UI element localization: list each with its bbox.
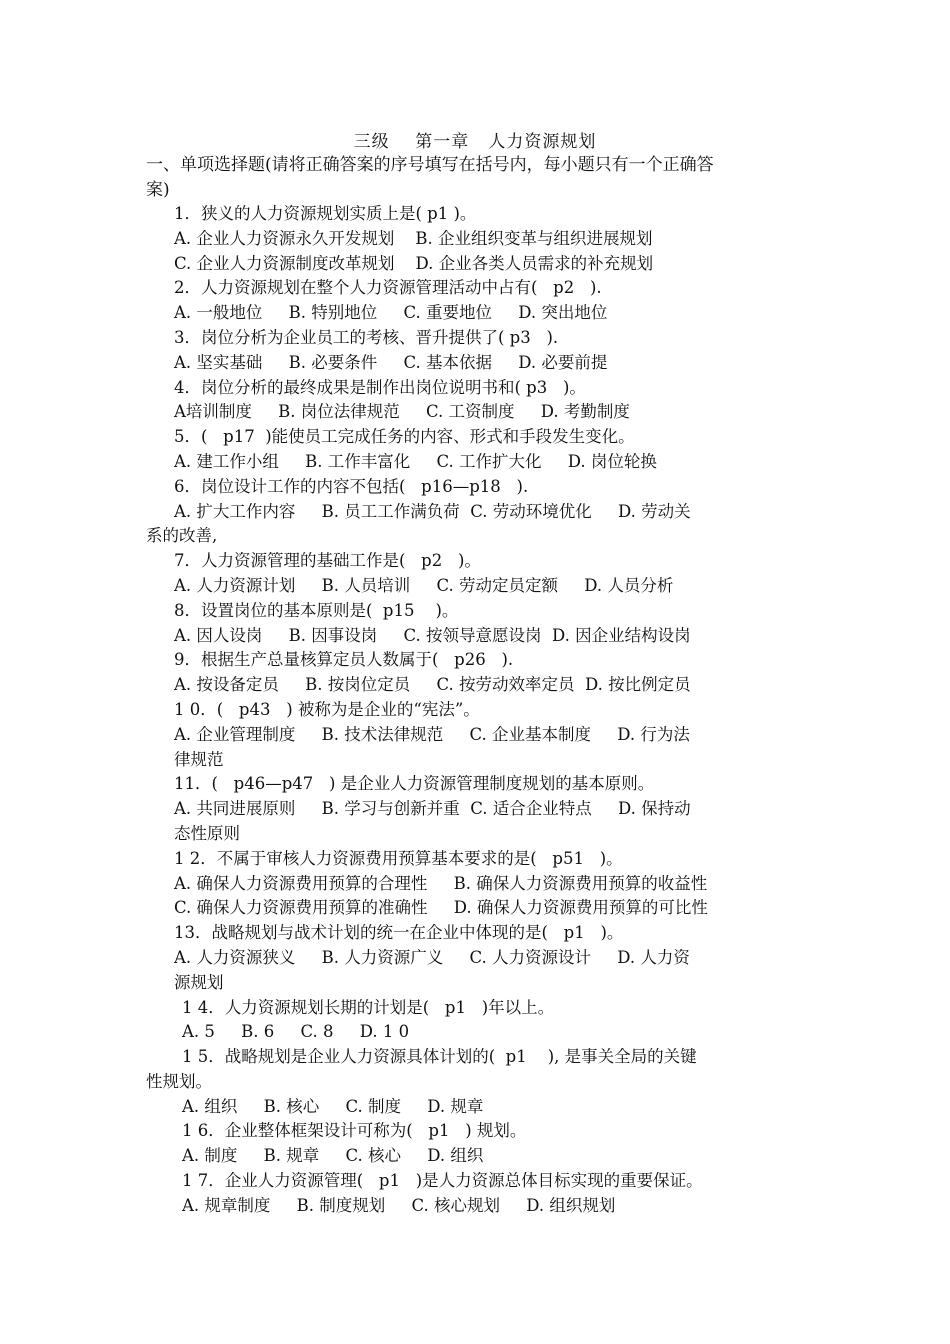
section-heading-line: 一、单项选择题(请将正确答案的序号填写在括号内，每小题只有一个正确答 (146, 155, 714, 175)
answer-options: C. 确保人力资源费用预算的准确性 D. 确保人力资源费用预算的可比性 (174, 898, 708, 918)
page-title: 三级 第一章 人力资源规划 (353, 132, 597, 152)
answer-options: C. 企业人力资源制度改革规划 D. 企业各类人员需求的补充规划 (174, 253, 654, 273)
text-line: 1 5．战略规划是企业人力资源具体计划的( p1 ), 是事关全局的关键 (182, 1047, 697, 1067)
answer-options: A. 坚实基础 B. 必要条件 C. 基本依据 D. 必要前提 (174, 352, 608, 372)
answer-options: A. 建工作小组 B. 工作丰富化 C. 工作扩大化 D. 岗位轮换 (174, 451, 657, 471)
question-stem: 4．岗位分析的最终成果是制作出岗位说明书和( p3 )。 (174, 377, 586, 397)
answer-options: A. 因人设岗 B. 因事设岗 C. 按领导意愿设岗 D. 因企业结构设岗 (174, 625, 691, 645)
question-stem: 1 2．不属于审核人力资源费用预算基本要求的是( p51 )。 (174, 848, 623, 868)
answer-options: A. 企业管理制度 B. 技术法律规范 C. 企业基本制度 D. 行为法 (174, 724, 690, 744)
continuation-line: 系的改善, (146, 526, 218, 546)
section-heading (146, 153, 810, 203)
question-list (146, 202, 810, 1219)
continuation-line: 源规划 (174, 972, 224, 992)
text-line: A. 规章制度 B. 制度规划 C. 核心规划 D. 组织规划 (182, 1195, 616, 1215)
question-stem: 1．狭义的人力资源规划实质上是( p1 )。 (174, 204, 477, 223)
continuation-line: 态性原则 (174, 823, 240, 843)
text-line: A. 5 B. 6 C. 8 D. 1 0 (182, 1022, 410, 1042)
text-line: 1 4．人力资源规划长期的计划是( p1 )年以上。 (182, 997, 555, 1017)
text-line: 1 6．企业整体框架设计可称为( p1 ) 规划。 (182, 1121, 527, 1141)
answer-options: A. 人力资源狭义 B. 人力资源广义 C. 人力资源设计 D. 人力资 (174, 947, 690, 967)
section-heading-line: 案) (146, 179, 170, 200)
question-stem: 1 0．( p43 ) 被称为是企业的“宪法”。 (174, 699, 480, 719)
continuation-line: 性规划。 (146, 1071, 212, 1091)
answer-options: A培训制度 B. 岗位法律规范 C. 工资制度 D. 考勤制度 (174, 402, 630, 422)
question-stem: 2．人力资源规划在整个人力资源管理活动中占有( p2 ). (174, 278, 602, 298)
continuation-line: 律规范 (174, 749, 224, 769)
question-stem: 7．人力资源管理的基础工作是( p2 )。 (174, 551, 481, 571)
text-line: A. 制度 B. 规章 C. 核心 D. 组织 (182, 1146, 484, 1166)
question-stem: 5．( p17 )能使员工完成任务的内容、形式和手段发生变化。 (174, 427, 635, 447)
answer-options: A. 按设备定员 B. 按岗位定员 C. 按劳动效率定员 D. 按比例定员 (174, 675, 691, 695)
text-line: 1 7．企业人力资源管理( p1 )是人力资源总体目标实现的重要保证。 (182, 1171, 703, 1191)
answer-options: A. 共同进展原则 B. 学习与创新并重 C. 适合企业特点 D. 保持动 (174, 799, 691, 819)
answer-options: A. 企业人力资源永久开发规划 B. 企业组织变革与组织进展规划 (174, 228, 653, 248)
question-stem: 13．战略规划与战术计划的统一在企业中体现的是( p1 )。 (174, 923, 624, 943)
question-stem: 11．( p46—p47 ) 是企业人力资源管理制度规划的基本原则。 (174, 774, 655, 794)
answer-options: A. 确保人力资源费用预算的合理性 B. 确保人力资源费用预算的收益性 (174, 873, 708, 893)
answer-options: A. 人力资源计划 B. 人员培训 C. 劳动定员定额 D. 人员分析 (174, 575, 674, 595)
question-stem: 3．岗位分析为企业员工的考核、晋升提供了( p3 ). (174, 327, 559, 347)
answer-options: A. 一般地位 B. 特别地位 C. 重要地位 D. 突出地位 (174, 303, 608, 323)
question-stem: 9．根据生产总量核算定员人数属于( p26 ). (174, 650, 514, 670)
answer-options: A. 扩大工作内容 B. 员工工作满负荷 C. 劳动环境优化 D. 劳动关 (174, 501, 691, 521)
text-line: A. 组织 B. 核心 C. 制度 D. 规章 (182, 1096, 484, 1116)
question-stem: 6．岗位设计工作的内容不包括( p16—p18 ). (174, 476, 529, 496)
question-stem: 8．设置岗位的基本原则是( p15 )。 (174, 600, 459, 620)
